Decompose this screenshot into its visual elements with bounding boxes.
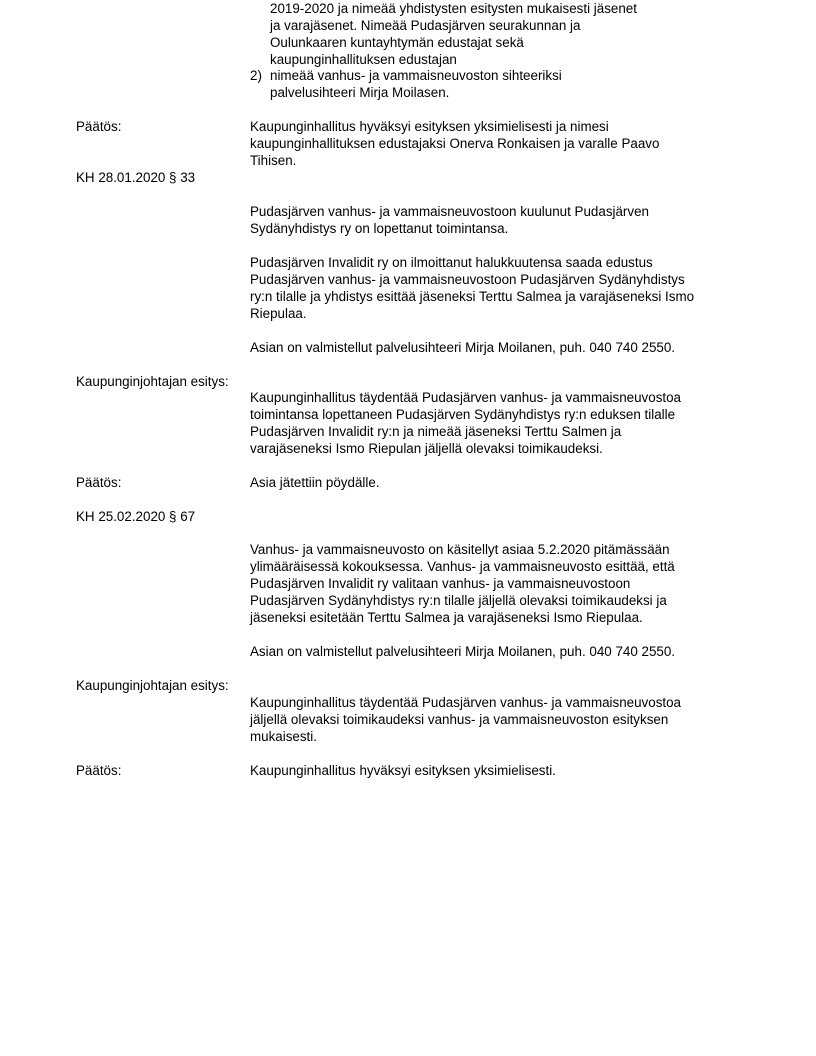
meeting-paragraph (250, 254, 694, 322)
decision-text: Asia jätettiin pöydälle. (250, 475, 380, 490)
proposal-text (250, 389, 681, 457)
text-line: Asian on valmistellut palvelusihteeri Mirja Moilanen, puh. 040 740 2550. (250, 340, 676, 355)
text-line: Kaupunginhallitus hyväksyi esityksen yksimielisesti ja nimesi (250, 119, 609, 134)
text-line: Riepulaa. (250, 306, 307, 321)
text-line: kaupunginhallituksen edustajan (270, 52, 457, 67)
text-line: ja varajäsenet. Nimeää Pudasjärven seurakunnan ja (270, 18, 581, 33)
text-line: kaupunginhallituksen edustajaksi Onerva Ronkaisen ja varalle Paavo (250, 136, 660, 151)
text-line: Sydänyhdistys ry on lopettanut toimintansa. (250, 221, 509, 236)
text-line: Tihisen. (250, 153, 297, 168)
text-line: Vanhus- ja vammaisneuvosto on käsitellyt asiaa 5.2.2020 pitämässään (250, 542, 670, 557)
decision-label: Päätös: (76, 119, 122, 134)
text-line: varajäseneksi Ismo Riepulan jäljellä olevaksi toimikaudeksi. (250, 441, 603, 456)
text-line: jäljellä olevaksi toimikaudeksi vanhus- ja vammaisneuvoston esityksen (250, 712, 669, 727)
meeting-heading: KH 28.01.2020 § 33 (76, 170, 196, 185)
decision-label: Päätös: (76, 475, 122, 490)
text-line: Pudasjärven vanhus- ja vammaisneuvostoon kuulunut Pudasjärven (250, 204, 649, 219)
meeting-heading: KH 25.02.2020 § 67 (76, 509, 196, 524)
text-line: nimeää vanhus- ja vammaisneuvoston sihteeriksi (270, 68, 562, 83)
list-item-2-number: 2) (250, 68, 262, 83)
decision-text: Kaupunginhallitus hyväksyi esityksen yksimielisesti. (250, 763, 556, 778)
proposal-label: Kaupunginjohtajan esitys: (76, 374, 229, 389)
text-line: Pudasjärven Invalidit ry:n ja nimeää jäseneksi Terttu Salmen ja (250, 424, 622, 439)
text-line: jäseneksi esitetään Terttu Salmea ja varajäseneksi Ismo Riepulaa. (250, 610, 643, 625)
decision-text (250, 118, 659, 169)
text-line: Pudasjärven Sydänyhdistys ry:n tilalle jäljellä olevaksi toimikaudeksi ja (250, 593, 667, 608)
text-line: Asian on valmistellut palvelusihteeri Mirja Moilanen, puh. 040 740 2550. (250, 644, 676, 659)
text-line: Pudasjärven vanhus- ja vammaisneuvostoon Pudasjärven Sydänyhdistys (250, 272, 685, 287)
text-line: ylimääräisessä kokouksessa. Vanhus- ja vammaisneuvosto esittää, että (250, 559, 675, 574)
preparer-note (250, 339, 675, 356)
text-line: Oulunkaaren kuntayhtymän edustajat sekä (270, 35, 524, 50)
text-line: Pudasjärven Invalidit ry valitaan vanhus- ja vammaisneuvostoon (250, 576, 631, 591)
proposal-label: Kaupunginjohtajan esitys: (76, 678, 229, 693)
text-line: Pudasjärven Invalidit ry on ilmoittanut halukkuutensa saada edustus (250, 255, 653, 270)
meeting-paragraph (250, 541, 675, 626)
text-line: toimintansa lopettaneen Pudasjärven Sydänyhdistys ry:n eduksen tilalle (250, 407, 676, 422)
text-line: Kaupunginhallitus täydentää Pudasjärven vanhus- ja vammaisneuvostoa (250, 390, 682, 405)
list-item-2-text (270, 67, 562, 101)
proposal-text (250, 694, 681, 745)
text-line: 2019-2020 ja nimeää yhdistysten esitysten mukaisesti jäsenet (270, 1, 637, 16)
text-line: palvelusihteeri Mirja Moilasen. (270, 85, 450, 100)
text-line: Kaupunginhallitus täydentää Pudasjärven vanhus- ja vammaisneuvostoa (250, 695, 682, 710)
preparer-note (250, 643, 675, 660)
text-line: ry:n tilalle ja yhdistys esittää jäseneksi Terttu Salmea ja varajäseneksi Ismo (250, 289, 695, 304)
meeting-paragraph (250, 203, 649, 237)
decision-label: Päätös: (76, 763, 122, 778)
text-line: mukaisesti. (250, 729, 317, 744)
list-item-1-continuation (270, 0, 637, 68)
